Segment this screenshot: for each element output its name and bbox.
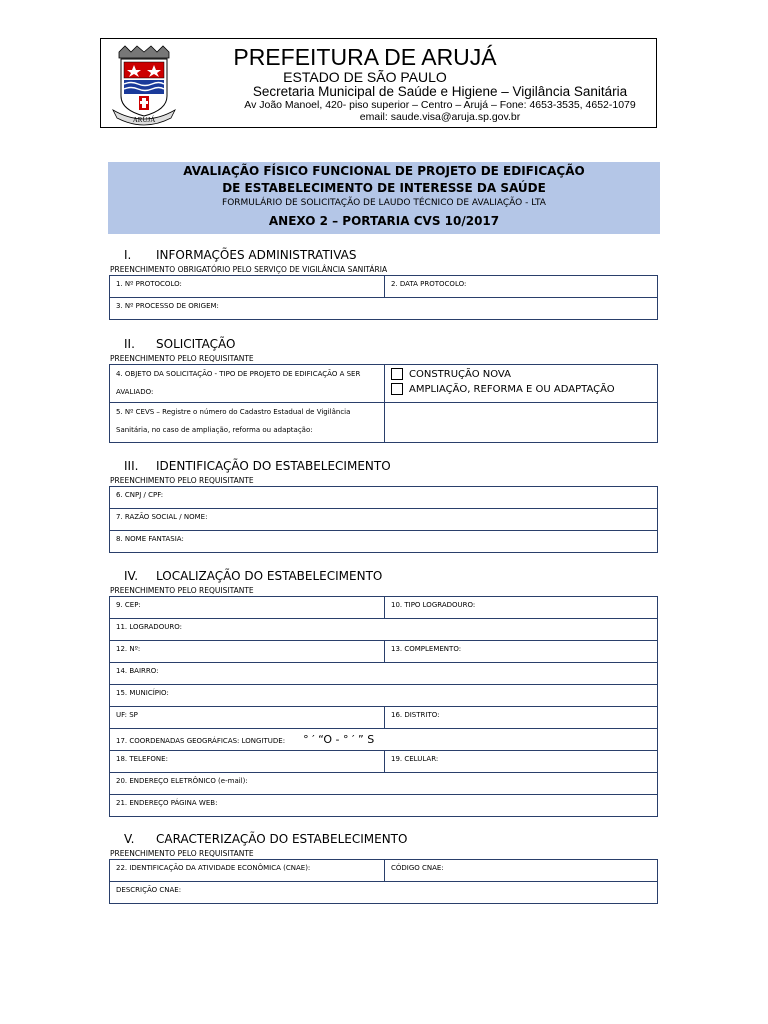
cevs-number-field[interactable]: [385, 403, 658, 443]
section-4-heading: IV. LOCALIZAÇÃO DO ESTABELECIMENTO: [124, 569, 383, 583]
protocol-date-field[interactable]: 2. DATA PROTOCOLO:: [385, 276, 658, 298]
origin-process-field[interactable]: 3. Nº PROCESSO DE ORIGEM:: [110, 298, 658, 320]
complement-field[interactable]: 13. COMPLEMENTO:: [385, 641, 658, 663]
establishment-id-table: [109, 486, 658, 553]
municipality-field[interactable]: 15. MUNICÍPIO:: [110, 685, 658, 707]
cnae-description-field[interactable]: DESCRIÇÃO CNAE:: [110, 882, 658, 904]
section-5-heading: V. CARACTERIZAÇÃO DO ESTABELECIMENTO: [124, 832, 408, 846]
company-name-field[interactable]: 7. RAZÃO SOCIAL / NOME:: [110, 509, 658, 531]
city-title: PREFEITURA DE ARUJÁ: [233, 44, 497, 70]
checkbox-expansion-reform[interactable]: [391, 383, 403, 395]
banner-line-1: AVALIAÇÃO FÍSICO FUNCIONAL DE PROJETO DE EDIFICAÇÃO: [183, 164, 585, 178]
edification-project-type-label: 4. OBJETO DA SOLICITAÇÃO - TIPO DE PROJETO DE EDIFICAÇÃO A SER AVALIADO:: [110, 365, 385, 403]
trade-name-field[interactable]: 8. NOME FANTASIA:: [110, 531, 658, 553]
banner-line-3: FORMULÁRIO DE SOLICITAÇÃO DE LAUDO TÉCNICO DE AVALIAÇÃO - LTA: [222, 198, 546, 208]
secretariat-name: Secretaria Municipal de Saúde e Higiene – Vigilância Sanitária: [252, 84, 628, 99]
section-1-heading: I. INFORMAÇÕES ADMINISTRATIVAS: [124, 248, 357, 262]
street-number-field[interactable]: 12. Nº:: [110, 641, 385, 663]
section-4-subtitle: PREENCHIMENTO PELO REQUISITANTE: [110, 586, 254, 595]
district-field[interactable]: 16. DISTRITO:: [385, 707, 658, 729]
mobile-field[interactable]: 19. CELULAR:: [385, 751, 658, 773]
section-2-heading: II. SOLICITAÇÃO: [124, 337, 236, 351]
website-field[interactable]: 21. ENDEREÇO PÁGINA WEB:: [110, 795, 658, 817]
email-line: email: saude.visa@aruja.sp.gov.br: [359, 111, 521, 123]
geo-coordinate-marks: ° ′ “O - ° ′ ” S: [303, 733, 375, 746]
street-field[interactable]: 11. LOGRADOURO:: [110, 619, 658, 641]
form-title-banner: [108, 162, 660, 234]
section-3-heading: III. IDENTIFICAÇÃO DO ESTABELECIMENTO: [124, 459, 391, 473]
section-5-subtitle: PREENCHIMENTO PELO REQUISITANTE: [110, 849, 254, 858]
location-table: [109, 596, 658, 817]
street-type-field[interactable]: 10. TIPO LOGRADOURO:: [385, 597, 658, 619]
section-1-subtitle: PREENCHIMENTO OBRIGATÓRIO PELO SERVIÇO DE VIGILÂNCIA SANITÁRIA: [110, 265, 388, 274]
section-2-subtitle: PREENCHIMENTO PELO REQUISITANTE: [110, 354, 254, 363]
cevs-number-label: 5. Nº CEVS – Registre o número do Cadastro Estadual de Vigilância Sanitária, no caso de ampliação, reforma ou adaptação:: [110, 403, 385, 443]
letterhead-box: [100, 38, 657, 128]
checkbox-new-construction[interactable]: [391, 368, 403, 380]
city-crest-icon: [111, 44, 177, 126]
characterization-table: [109, 859, 658, 904]
state-name: ESTADO DE SÃO PAULO: [283, 69, 447, 85]
phone-field[interactable]: 18. TELEFONE:: [110, 751, 385, 773]
email-field[interactable]: 20. ENDEREÇO ELETRÔNICO (e-mail):: [110, 773, 658, 795]
cnpj-cpf-field[interactable]: 6. CNPJ / CPF:: [110, 487, 658, 509]
section-3-subtitle: PREENCHIMENTO PELO REQUISITANTE: [110, 476, 254, 485]
protocol-number-field[interactable]: 1. Nº PROTOCOLO:: [110, 276, 385, 298]
request-table: [109, 364, 658, 443]
address-line: Av João Manoel, 420- piso superior – Centro – Arujá – Fone: 4653-3535, 4652-1079: [244, 99, 636, 111]
admin-info-table: [109, 275, 658, 320]
cep-field[interactable]: 9. CEP:: [110, 597, 385, 619]
neighborhood-field[interactable]: 14. BAIRRO:: [110, 663, 658, 685]
crest-label: ARUJÁ: [132, 116, 156, 124]
option-expansion-reform[interactable]: AMPLIAÇÃO, REFORMA E OU ADAPTAÇÃO: [391, 380, 657, 395]
uf-field: UF: SP: [110, 707, 385, 729]
geo-coordinates-field[interactable]: 17. COORDENADAS GEOGRÁFICAS: LONGITUDE: ° ′ “O - ° ′ ” S: [110, 729, 658, 751]
cnae-code-field[interactable]: CÓDIGO CNAE:: [385, 860, 658, 882]
project-type-options: [385, 365, 658, 403]
banner-line-2: DE ESTABELECIMENTO DE INTERESSE DA SAÚDE: [222, 181, 546, 195]
option-new-construction[interactable]: CONSTRUÇÃO NOVA: [391, 365, 657, 380]
banner-line-4: ANEXO 2 – PORTARIA CVS 10/2017: [268, 214, 500, 228]
cnae-activity-field[interactable]: 22. IDENTIFICAÇÃO DA ATIVIDADE ECONÔMICA (CNAE):: [110, 860, 385, 882]
